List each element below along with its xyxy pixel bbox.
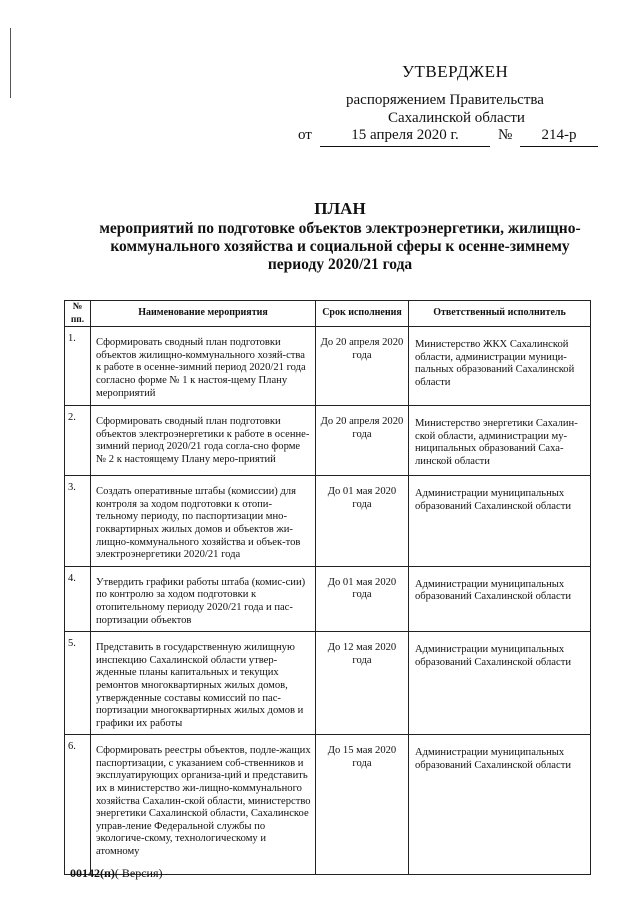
row-term: До 20 апреля 2020 года bbox=[316, 406, 409, 476]
approval-date-line bbox=[298, 127, 618, 149]
row-resp: Администрации муниципальных образований Сахалинской области bbox=[409, 476, 591, 567]
row-name: Сформировать реестры объектов, подле-жащих паспортизации, с указанием соб-ственников и эксплуатирующих организа-ций и представить их в министерство жи-лищно-коммунального хозяйства Сахалин-ской области, министерство энергетики Сахалинской области, Сахалинское управ-ление Федеральной службы по экологиче-скому, технологическому и атомному bbox=[91, 735, 316, 875]
header-term: Срок исполнения bbox=[316, 301, 409, 327]
table-row bbox=[65, 735, 591, 875]
heading-line-3: периоду 2020/21 года bbox=[267, 256, 413, 273]
row-num: 5. bbox=[65, 632, 91, 735]
from-label: от bbox=[298, 127, 312, 143]
row-term: До 01 мая 2020 года bbox=[316, 476, 409, 567]
approved-title: УТВЕРДЖЕН bbox=[402, 62, 509, 81]
row-name: Утвердить графики работы штаба (комис-сии) по контролю за ходом подготовки к отопительному периоду 2020/21 года и пас-портизации объектов bbox=[91, 566, 316, 631]
row-term: До 20 апреля 2020 года bbox=[316, 327, 409, 406]
table-row bbox=[65, 327, 591, 406]
approved-by: распоряжением Правительства bbox=[346, 92, 544, 108]
footer-code bbox=[70, 866, 163, 881]
row-name: Сформировать сводный план подготовки объектов жилищно-коммунального хозяй-ства к работе в осенне-зимний период 2020/21 года согласно форме № 1 к настоя-щему Плану мероприятий bbox=[91, 327, 316, 406]
row-num: 3. bbox=[65, 476, 91, 567]
row-resp: Администрации муниципальных образований Сахалинской области bbox=[409, 735, 591, 875]
header-num: № пп. bbox=[65, 301, 91, 327]
row-name: Сформировать сводный план подготовки объектов электроэнергетики к работе в осенне-зимний период 2020/21 года согла-сно форме № 2 к настоящему Плану меро-приятий bbox=[91, 406, 316, 476]
approval-number: 214-р bbox=[520, 127, 598, 147]
approval-date: 15 апреля 2020 г. bbox=[320, 127, 490, 147]
row-num: 2. bbox=[65, 406, 91, 476]
approved-region: Сахалинской области bbox=[388, 110, 525, 126]
table-row bbox=[65, 566, 591, 631]
plan-table bbox=[64, 300, 591, 875]
row-term: До 01 мая 2020 года bbox=[316, 566, 409, 631]
header-resp: Ответственный исполнитель bbox=[409, 301, 591, 327]
heading-line-2: коммунального хозяйства и социальной сферы к осенне-зимнему bbox=[110, 238, 570, 255]
table-row bbox=[65, 476, 591, 567]
approval-stamp bbox=[0, 0, 640, 160]
row-resp: Министерство ЖКХ Сахалинской области, администрации муници-пальных образований Сахалинской области bbox=[409, 327, 591, 406]
row-resp: Администрации муниципальных образований Сахалинской области bbox=[409, 632, 591, 735]
header-name: Наименование мероприятия bbox=[91, 301, 316, 327]
row-num: 1. bbox=[65, 327, 91, 406]
table-row bbox=[65, 406, 591, 476]
heading-line-1: мероприятий по подготовке объектов электроэнергетики, жилищно- bbox=[99, 220, 581, 237]
document-heading bbox=[80, 200, 600, 274]
row-num: 6. bbox=[65, 735, 91, 875]
document-version: ( Версия) bbox=[114, 866, 163, 880]
table-header-row bbox=[65, 301, 591, 327]
row-name: Представить в государственную жилищную инспекцию Сахалинской области утвер-жденные планы капитальных и текущих ремонтов многоквартирных жилых домов, утвержденные составы комиссий по пас-портизации многоквартирных жилых домов и графики их работы bbox=[91, 632, 316, 735]
row-term: До 15 мая 2020 года bbox=[316, 735, 409, 875]
row-term: До 12 мая 2020 года bbox=[316, 632, 409, 735]
row-resp: Администрации муниципальных образований Сахалинской области bbox=[409, 566, 591, 631]
row-name: Создать оперативные штабы (комиссии) для контроля за ходом подготовки к отопи-тельному периоду, по паспортизации мно-гоквартирных жилых домов и объектов жи-лищно-коммунального хозяйства и объек-тов электроэнергетики 2020/21 года bbox=[91, 476, 316, 567]
heading-main: ПЛАН bbox=[314, 199, 366, 218]
row-resp: Министерство энергетики Сахалин-ской области, администрации му-ниципальных образований Саха-линской области bbox=[409, 406, 591, 476]
table-row bbox=[65, 632, 591, 735]
number-label: № bbox=[498, 127, 513, 143]
row-num: 4. bbox=[65, 566, 91, 631]
document-code: 00142(п) bbox=[70, 866, 115, 880]
